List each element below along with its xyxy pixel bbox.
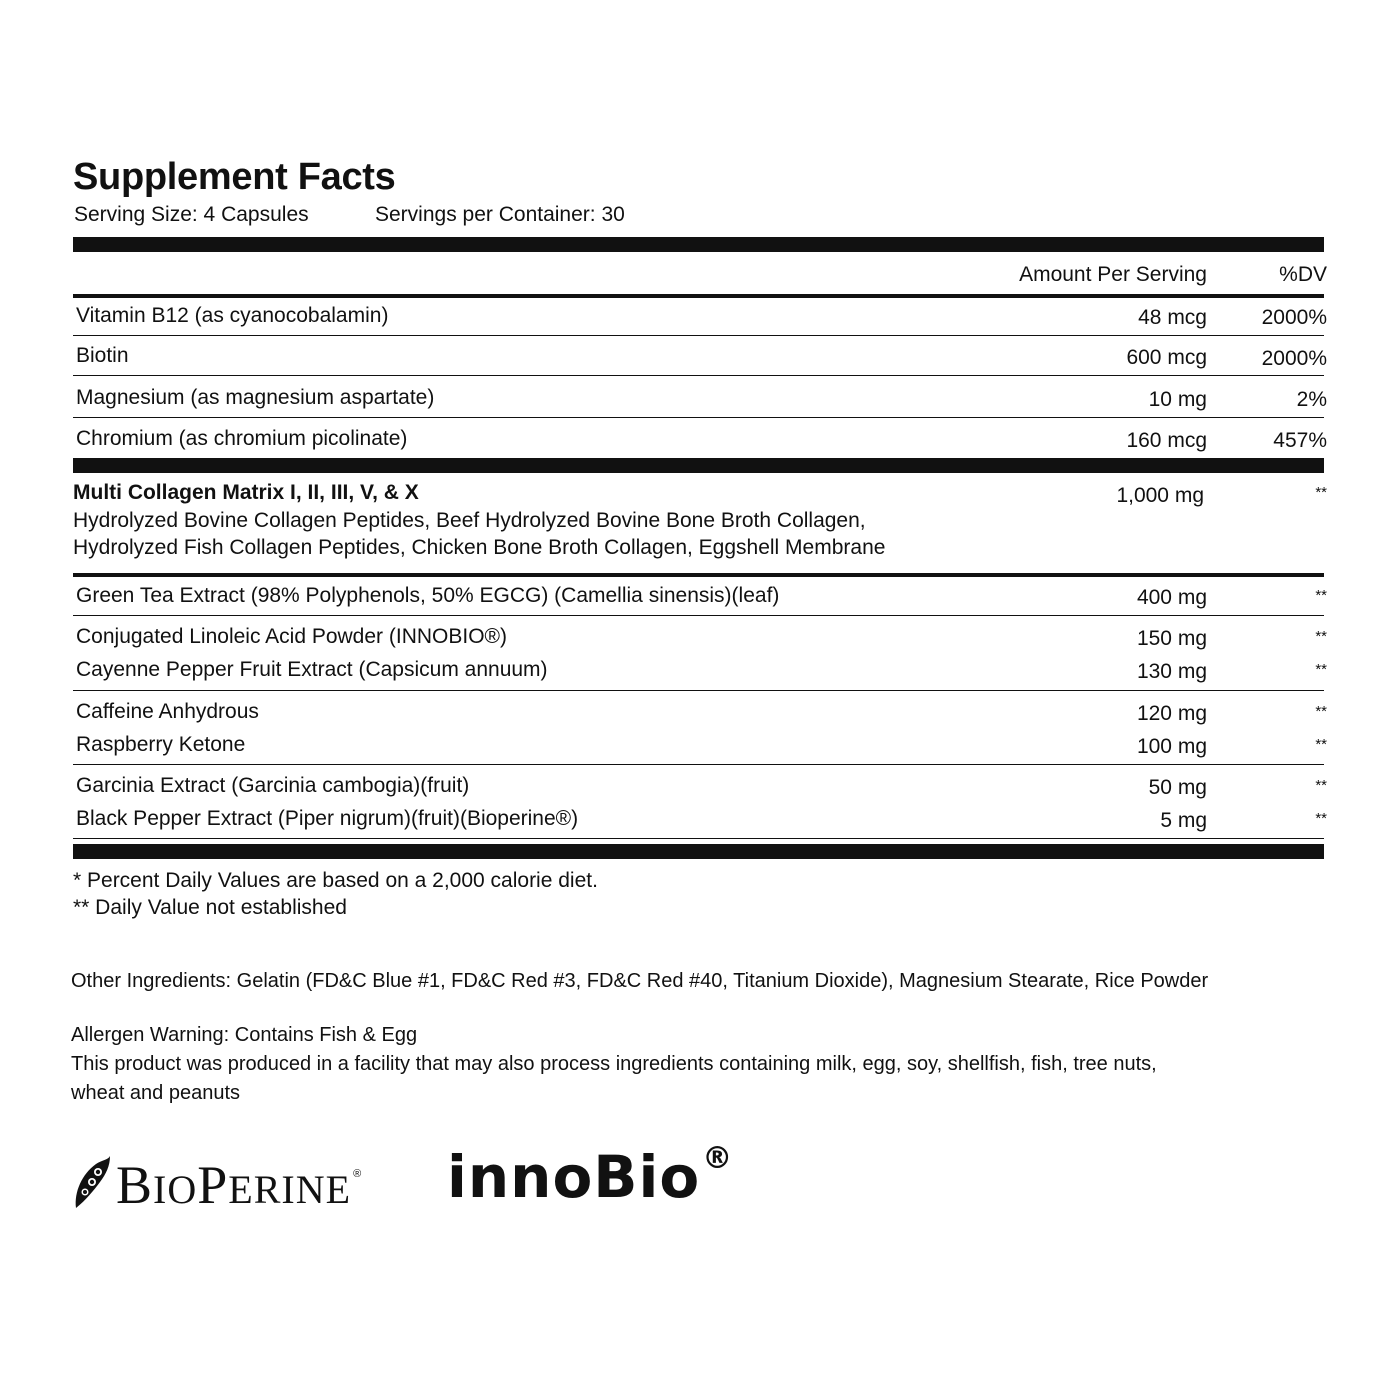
blend-rule	[73, 573, 1324, 577]
ingredient-amount: 48 mcg	[1138, 306, 1207, 329]
ingredient-dv: **	[1315, 587, 1327, 604]
row-divider	[73, 838, 1324, 839]
row-divider	[73, 764, 1324, 765]
ingredient-dv: **	[1315, 703, 1327, 720]
blend-amount: 1,000 mg	[1116, 484, 1204, 507]
ingredient-amount: 400 mg	[1136, 586, 1207, 609]
footnote-not-established: ** Daily Value not established	[73, 896, 347, 919]
ingredient-amount: 130 mg	[1136, 660, 1207, 683]
dv-header: %DV	[1279, 263, 1327, 286]
innobio-registered-mark: ®	[702, 1141, 734, 1176]
blend-components-line-1: Hydrolyzed Bovine Collagen Peptides, Beef Hydrolyzed Bovine Bone Broth Collagen,	[73, 509, 866, 532]
bioperine-wordmark: BIOPERINE	[116, 1155, 352, 1215]
ingredient-dv: 2000%	[1261, 306, 1327, 329]
innobio-logo	[447, 1141, 734, 1211]
facility-statement-line-1: This product was produced in a facility that may also process ingredients containing milk, egg, soy, shellfish, fish, tree nuts,	[71, 1053, 1157, 1075]
other-ingredients: Other Ingredients: Gelatin (FD&C Blue #1, FD&C Red #3, FD&C Red #40, Titanium Dioxide), Magnesium Stearate, Rice Powder	[71, 970, 1209, 992]
blend-dv: **	[1315, 484, 1327, 501]
bioperine-registered-mark: ®	[353, 1168, 362, 1180]
header-rule	[73, 294, 1324, 298]
ingredient-dv: 457%	[1273, 429, 1327, 452]
serving-size: Serving Size: 4 Capsules	[74, 203, 309, 226]
top-thick-bar	[73, 237, 1324, 252]
ingredient-amount: 150 mg	[1136, 627, 1207, 650]
ingredient-name: Vitamin B12 (as cyanocobalamin)	[76, 304, 389, 327]
ingredient-name: Black Pepper Extract (Piper nigrum)(fruit)(Bioperine®)	[76, 807, 579, 830]
bioperine-logo	[72, 1150, 362, 1215]
ingredient-name: Cayenne Pepper Fruit Extract (Capsicum annuum)	[76, 658, 548, 681]
ingredient-dv: 2000%	[1261, 347, 1327, 370]
bottom-thick-bar	[73, 844, 1324, 859]
ingredient-amount: 600 mcg	[1126, 346, 1207, 369]
ingredient-amount: 120 mg	[1136, 702, 1207, 725]
ingredient-dv: **	[1315, 661, 1327, 678]
ingredient-amount: 160 mcg	[1126, 429, 1207, 452]
blend-components-line-2: Hydrolyzed Fish Collagen Peptides, Chicken Bone Broth Collagen, Eggshell Membrane	[73, 536, 886, 559]
ingredient-amount: 10 mg	[1148, 388, 1207, 411]
facility-statement-line-2: wheat and peanuts	[71, 1082, 241, 1104]
allergen-warning: Allergen Warning: Contains Fish & Egg	[71, 1024, 418, 1046]
innobio-wordmark: innoBio	[447, 1143, 701, 1211]
ingredient-dv: **	[1315, 736, 1327, 753]
blend-name: Multi Collagen Matrix I, II, III, V, & X	[73, 481, 419, 504]
ingredient-dv: **	[1315, 628, 1327, 645]
amount-header: Amount Per Serving	[1019, 263, 1207, 286]
ingredient-amount: 5 mg	[1160, 809, 1207, 832]
ingredient-dv: 2%	[1296, 388, 1327, 411]
ingredient-name: Magnesium (as magnesium aspartate)	[76, 386, 435, 409]
mid-thick-bar	[73, 458, 1324, 473]
ingredient-name: Biotin	[76, 344, 129, 367]
page-title: Supplement Facts	[73, 156, 396, 198]
servings-per-container: Servings per Container: 30	[375, 203, 625, 226]
ingredient-name: Green Tea Extract (98% Polyphenols, 50% EGCG) (Camellia sinensis)(leaf)	[76, 584, 780, 607]
ingredient-name: Raspberry Ketone	[76, 733, 246, 756]
ingredient-amount: 50 mg	[1148, 776, 1207, 799]
row-divider	[73, 417, 1324, 418]
ingredient-amount: 100 mg	[1136, 735, 1207, 758]
row-divider	[73, 375, 1324, 376]
ingredient-name: Garcinia Extract (Garcinia cambogia)(fruit)	[76, 774, 470, 797]
ingredient-name: Chromium (as chromium picolinate)	[76, 427, 408, 450]
ingredient-dv: **	[1315, 810, 1327, 827]
pepper-pod-icon	[72, 1152, 112, 1212]
footnote-percent: * Percent Daily Values are based on a 2,000 calorie diet.	[73, 869, 598, 892]
ingredient-name: Conjugated Linoleic Acid Powder (INNOBIO®)	[76, 625, 508, 648]
ingredient-name: Caffeine Anhydrous	[76, 700, 259, 723]
row-divider	[73, 690, 1324, 691]
row-divider	[73, 335, 1324, 336]
ingredient-dv: **	[1315, 777, 1327, 794]
row-divider	[73, 615, 1324, 616]
